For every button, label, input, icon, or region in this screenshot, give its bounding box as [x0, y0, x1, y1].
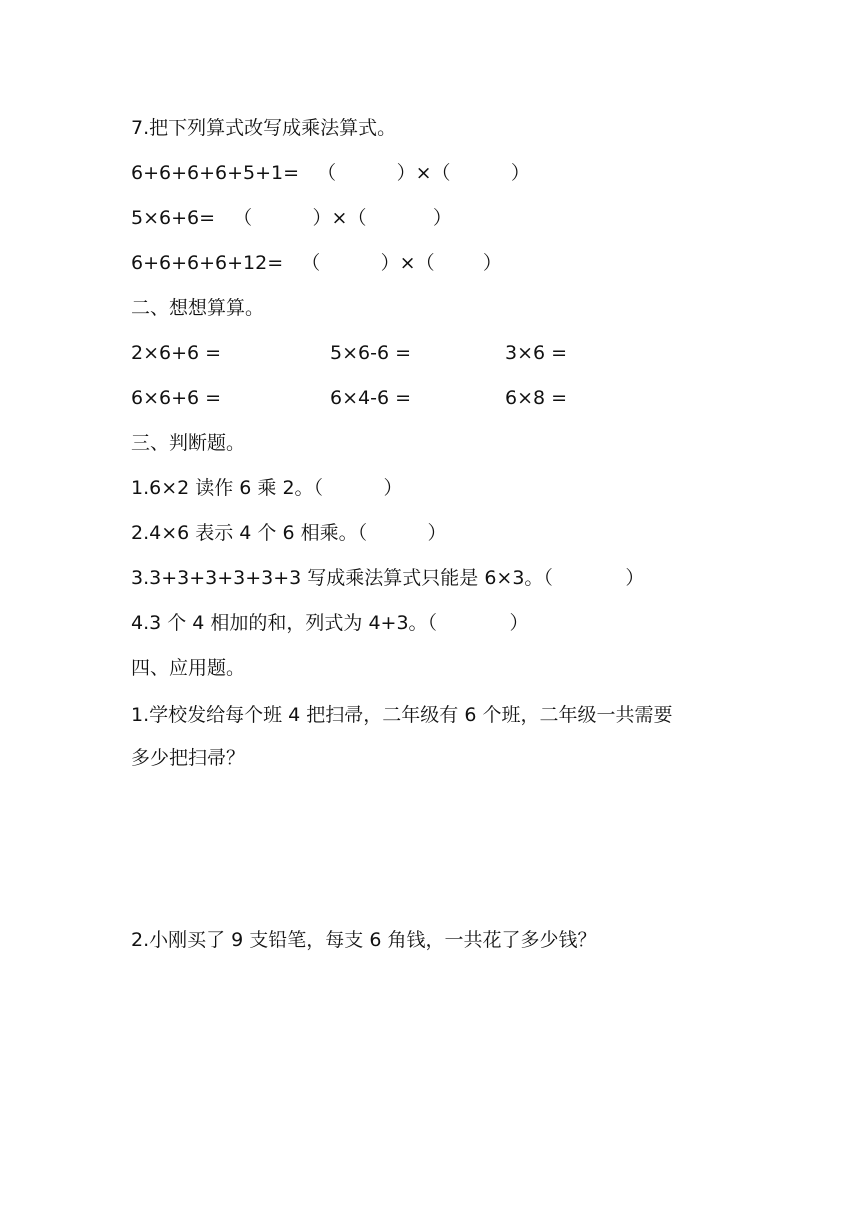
section-2-heading: 二、想想算算。 — [131, 297, 265, 319]
calc-item: 5×6-6 = — [330, 342, 412, 364]
calc-item: 6×4-6 = — [330, 387, 412, 409]
section-4-heading: 四、应用题。 — [131, 657, 246, 679]
section-3-heading: 三、判断题。 — [131, 432, 246, 454]
rewrite-item-3: 6+6+6+6+12= （ ）×（ ） — [131, 252, 502, 274]
calc-item: 6×6+6 = — [131, 387, 222, 409]
rewrite-item-1: 6+6+6+6+5+1= （ ）×（ ） — [131, 162, 530, 184]
word-problem-1-line-2: 多少把扫帚？ — [131, 747, 246, 769]
rewrite-item-2: 5×6+6= （ ）×（ ） — [131, 207, 452, 229]
calc-item: 6×8 = — [505, 387, 568, 409]
calc-item: 2×6+6 = — [131, 342, 222, 364]
word-problem-1-line-1: 1.学校发给每个班 4 把扫帚，二年级有 6 个班，二年级一共需要 — [131, 704, 673, 726]
judgment-item-2: 2.4×6 表示 4 个 6 相乘。（ ） — [131, 522, 447, 544]
word-problem-2: 2.小刚买了 9 支铅笔，每支 6 角钱，一共花了多少钱？ — [131, 929, 597, 951]
judgment-item-4: 4.3 个 4 相加的和，列式为 4+3。（ ） — [131, 612, 529, 634]
section-7-heading: 7.把下列算式改写成乘法算式。 — [131, 117, 397, 139]
calc-item: 3×6 = — [505, 342, 568, 364]
judgment-item-1: 1.6×2 读作 6 乘 2。（ ） — [131, 477, 403, 499]
judgment-item-3: 3.3+3+3+3+3+3 写成乘法算式只能是 6×3。（ ） — [131, 567, 645, 589]
